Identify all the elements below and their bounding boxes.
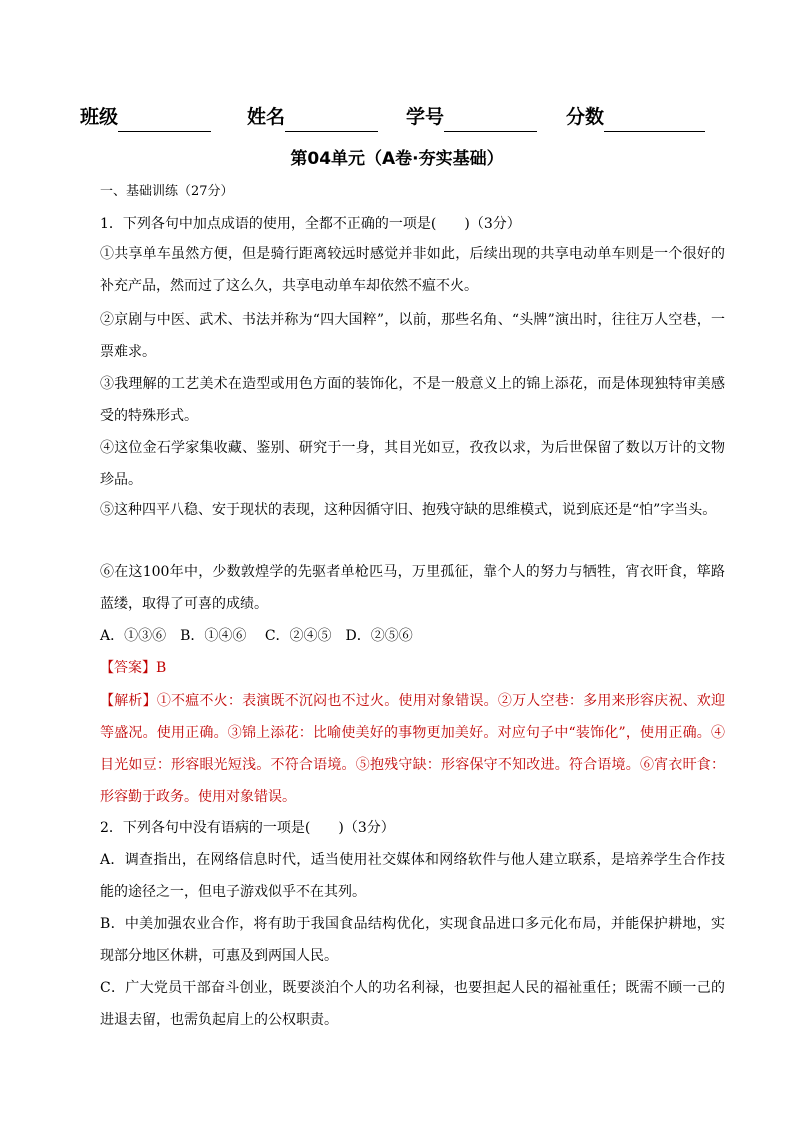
analysis-tag: 【解析】 bbox=[100, 693, 157, 709]
question-1-stem: 1．下列各句中加点成语的使用，全都不正确的一项是( )（3分） bbox=[100, 216, 521, 232]
name-blank[interactable] bbox=[285, 106, 378, 132]
question-1-sentence-3: ③我理解的工艺美术在造型或用色方面的装饰化，不是一般意义上的锦上添花，而是体现独特审美感受的特殊形式。 bbox=[100, 376, 725, 424]
question-1-sentence-1: ①共享单车虽然方便，但是骑行距离较远时感觉并非如此，后续出现的共享电动单车则是一个很好的补充产品，然而过了这么久，共享电动单车却依然不瘟不火。 bbox=[100, 246, 725, 294]
name-label: 姓名 bbox=[247, 106, 286, 128]
class-blank[interactable] bbox=[118, 106, 211, 132]
question-2-option-b: B．中美加强农业合作，将有助于我国食品结构优化，实现食品进口多元化布局，并能保护耕地，实现部分地区休耕，可惠及到两国人民。 bbox=[100, 916, 725, 964]
question-1-sentence-2: ②京剧与中医、武术、书法并称为“四大国粹”，以前，那些名角、“头牌”演出时，往往万人空巷，一票难求。 bbox=[100, 312, 725, 360]
student-id-blank[interactable] bbox=[444, 106, 537, 132]
question-1-sentence-4: ④这位金石学家集收藏、鉴别、研究于一身，其目光如豆，孜孜以求，为后世保留了数以万计的文物珍品。 bbox=[100, 440, 725, 488]
score-label: 分数 bbox=[566, 106, 605, 128]
class-field[interactable] bbox=[80, 102, 211, 132]
question-2-stem: 2．下列各句中没有语病的一项是( )（3分） bbox=[100, 820, 395, 836]
analysis-text: ①不瘟不火：表演既不沉闷也不过火。使用对象错误。②万人空巷：多用来形容庆祝、欢迎等盛况。使用正确。③锦上添花：比喻使美好的事物更加美好。对应句子中“装饰化”，使用正确。④目光如豆：形容眼光短浅。不符合语境。⑤抱残守缺：形容保守不知改进。符合语境。⑥宵衣旰食：形容勤于政务。使用对象错误。 bbox=[100, 693, 726, 805]
section-heading: 一、基础训练（27分） bbox=[100, 184, 234, 199]
question-1-options: A．①③⑥ B．①④⑥ C．②④⑤ D．②⑤⑥ bbox=[100, 628, 413, 644]
student-id-label: 学号 bbox=[406, 106, 445, 128]
answer-tag: 【答案】 bbox=[100, 660, 156, 676]
question-1-analysis bbox=[100, 685, 725, 813]
score-blank[interactable] bbox=[604, 106, 705, 132]
score-field[interactable] bbox=[566, 102, 705, 132]
student-info-row bbox=[0, 102, 794, 134]
unit-title: 第04单元（A卷·夯实基础） bbox=[290, 149, 504, 169]
answer-value: B bbox=[156, 660, 167, 676]
question-2-option-a: A．调查指出，在网络信息时代，适当使用社交媒体和网络软件与他人建立联系，是培养学生合作技能的途径之一，但电子游戏似乎不在其列。 bbox=[100, 852, 725, 900]
question-1-sentence-6: ⑥在这100年中，少数敦煌学的先驱者单枪匹马，万里孤征，靠个人的努力与牺牲，宵衣旰食，筚路蓝缕，取得了可喜的成绩。 bbox=[100, 564, 725, 612]
class-label: 班级 bbox=[80, 106, 119, 128]
question-1-sentence-5: ⑤这种四平八稳、安于现状的表现，这种因循守旧、抱残守缺的思维模式，说到底还是“怕”字当头。 bbox=[100, 502, 717, 518]
question-1-answer bbox=[100, 652, 725, 684]
question-2-option-c: C．广大党员干部奋斗创业，既要淡泊个人的功名利禄，也要担起人民的福祉重任；既需不顾一己的进退去留，也需负起肩上的公权职责。 bbox=[100, 980, 725, 1028]
student-id-field[interactable] bbox=[406, 102, 537, 132]
name-field[interactable] bbox=[247, 102, 378, 132]
